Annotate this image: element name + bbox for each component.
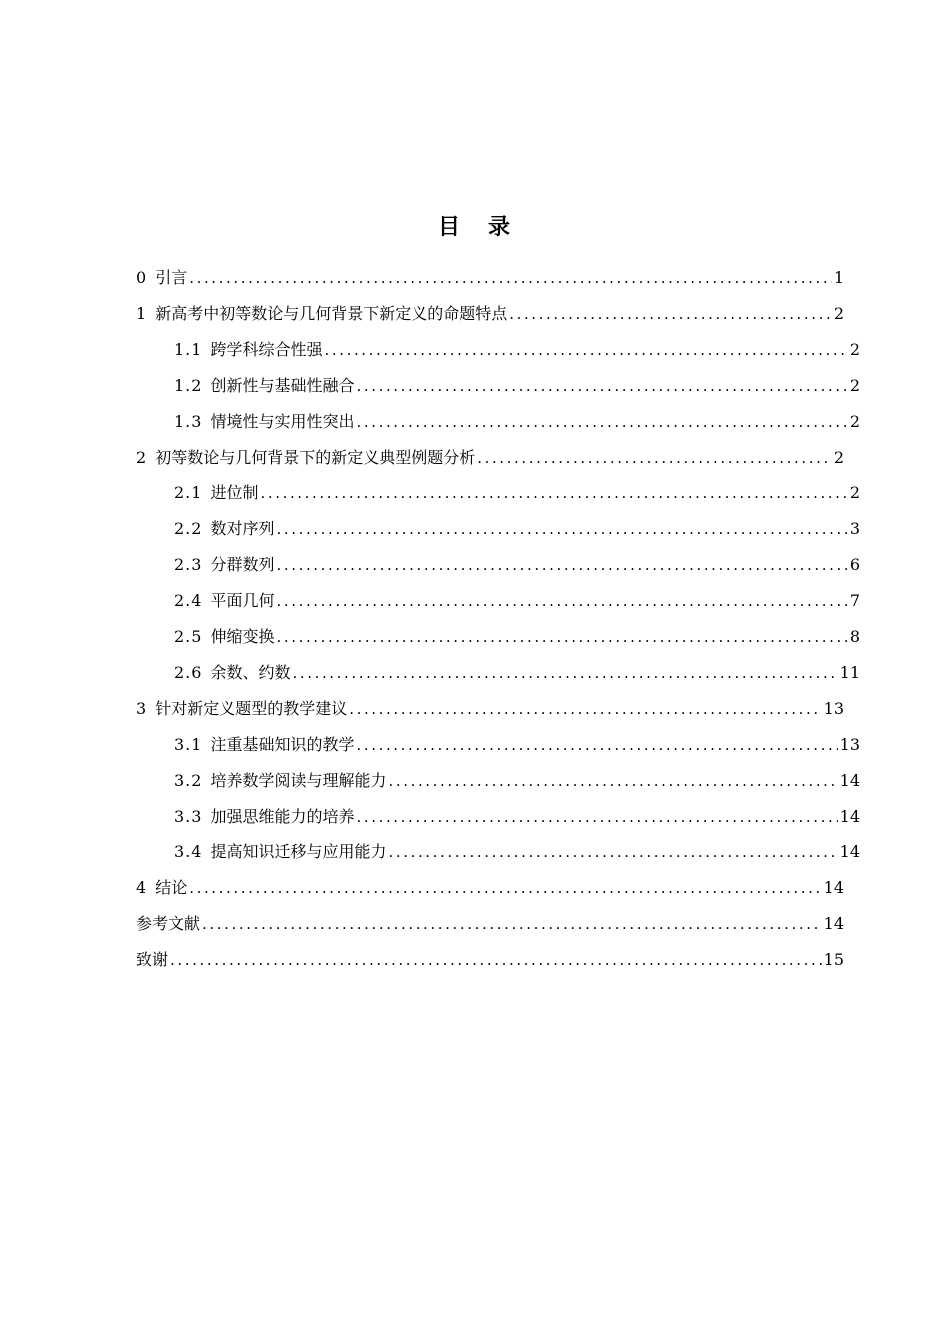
toc-entry-page-number: 6 — [849, 555, 860, 575]
toc-dot-leader — [509, 303, 832, 325]
toc-entry[interactable] — [174, 624, 860, 648]
toc-entry-page-number: 7 — [849, 591, 860, 611]
toc-dot-leader — [260, 482, 847, 504]
toc-entry[interactable] — [136, 265, 844, 289]
toc-entry-label: 伸缩变换 — [210, 627, 275, 646]
toc-dot-leader — [276, 518, 847, 540]
toc-entry[interactable] — [136, 875, 844, 899]
toc-entry-page-number: 14 — [839, 770, 860, 790]
toc-entry[interactable] — [174, 660, 860, 684]
toc-entry[interactable] — [174, 588, 860, 612]
toc-entry[interactable] — [174, 373, 860, 397]
toc-entry-label: 结论 — [155, 878, 188, 898]
toc-dot-leader — [349, 698, 821, 720]
toc-entry-page-number: 14 — [839, 842, 860, 862]
title-char-2: 录 — [488, 214, 513, 240]
toc-entry-label: 情境性与实用性突出 — [210, 411, 355, 431]
toc-entry-label: 创新性与基础性融合 — [210, 375, 355, 395]
toc-entry[interactable] — [136, 947, 844, 971]
toc-entry-label: 平面几何 — [210, 591, 275, 611]
toc-entry-number: 2.4 — [174, 591, 203, 611]
toc-entry-page-number: 11 — [839, 662, 860, 682]
toc-entry-label: 新高考中初等数论与几何背景下新定义的命题特点 — [155, 303, 508, 323]
toc-entry-label: 致谢 — [136, 950, 169, 970]
toc-dot-leader — [276, 554, 847, 576]
toc-dot-leader — [292, 662, 837, 684]
toc-entry-label: 注重基础知识的教学 — [210, 734, 355, 754]
toc-dot-leader — [356, 806, 837, 828]
toc-entry[interactable] — [174, 337, 860, 361]
toc-entry-page-number: 13 — [839, 734, 860, 754]
toc-entry-page-number: 14 — [839, 806, 860, 826]
title-char-1: 目 — [437, 214, 462, 240]
toc-entry-page-number: 14 — [823, 878, 844, 898]
toc-entry[interactable] — [174, 552, 860, 576]
toc-entry-page-number: 1 — [833, 268, 844, 287]
toc-entry[interactable] — [174, 480, 860, 504]
toc-entry-page-number: 3 — [849, 519, 860, 539]
toc-entry-page-number: 2 — [849, 339, 860, 359]
toc-entry[interactable] — [136, 301, 844, 325]
toc-entry-number: 3 — [136, 698, 148, 718]
toc-entry-page-number: 2 — [833, 447, 844, 467]
toc-entry-label: 参考文献 — [136, 914, 201, 934]
toc-dot-leader — [388, 841, 837, 863]
toc-entry[interactable] — [136, 696, 844, 720]
toc-dot-leader — [189, 877, 821, 899]
toc-entry-number: 4 — [136, 878, 148, 898]
toc-dot-leader — [324, 339, 847, 361]
toc-entry-number: 2.6 — [174, 662, 203, 682]
toc-dot-leader — [202, 913, 822, 935]
toc-entry[interactable] — [174, 409, 860, 433]
toc-entry-number: 1.3 — [174, 411, 203, 431]
toc-entry[interactable] — [174, 732, 860, 756]
toc-entry-page-number: 13 — [823, 698, 844, 718]
toc-entry[interactable] — [174, 804, 860, 828]
toc-entry-label: 跨学科综合性强 — [210, 339, 323, 359]
toc-entry-number: 2.3 — [174, 555, 203, 575]
toc-entry-page-number: 2 — [849, 375, 860, 395]
toc-entry-number: 0 — [136, 268, 148, 287]
toc-entry-label: 余数、约数 — [210, 662, 291, 682]
toc-entry-number: 3.3 — [174, 806, 203, 826]
toc-entry-number: 2.1 — [174, 483, 203, 503]
toc-entry-number: 2.5 — [174, 627, 203, 646]
toc-entry-label: 引言 — [155, 268, 188, 287]
toc-entry-number: 3.2 — [174, 770, 203, 790]
toc-dot-leader — [276, 590, 847, 612]
toc-dot-leader — [388, 770, 837, 792]
toc-entry-page-number: 8 — [849, 627, 860, 646]
toc-entry-label: 培养数学阅读与理解能力 — [210, 770, 387, 790]
toc-entry-number: 1.1 — [174, 339, 203, 359]
toc-entry[interactable] — [136, 911, 844, 935]
toc-entry-label: 初等数论与几何背景下的新定义典型例题分析 — [155, 447, 476, 467]
toc-entry[interactable] — [174, 839, 860, 863]
toc-entry-page-number: 2 — [849, 411, 860, 431]
toc-dot-leader — [477, 447, 832, 469]
toc-entry-number: 2 — [136, 447, 148, 467]
toc-entry-number: 2.2 — [174, 519, 203, 539]
toc-entry-label: 分群数列 — [210, 555, 275, 575]
toc-entry-label: 加强思维能力的培养 — [210, 806, 355, 826]
toc-dot-leader — [356, 734, 837, 756]
toc-entry[interactable] — [174, 516, 860, 540]
toc-entry-number: 1 — [136, 303, 148, 323]
toc-dot-leader — [170, 949, 822, 971]
toc-entry-page-number: 15 — [823, 950, 844, 970]
toc-entry-label: 进位制 — [210, 483, 259, 503]
toc-entry-page-number: 2 — [849, 483, 860, 503]
toc-entry-number: 3.1 — [174, 734, 203, 754]
toc-entry-number: 3.4 — [174, 842, 203, 862]
toc-entry-label: 数对序列 — [210, 519, 275, 539]
toc-entry-label: 针对新定义题型的教学建议 — [155, 698, 348, 718]
toc-dot-leader — [356, 375, 847, 397]
toc-dot-leader — [276, 626, 847, 648]
page-title — [0, 210, 950, 241]
toc-entry-label: 提高知识迁移与应用能力 — [210, 842, 387, 862]
toc-dot-leader — [356, 411, 847, 433]
toc-entry-number: 1.2 — [174, 375, 203, 395]
toc-entry[interactable] — [174, 768, 860, 792]
toc-entry[interactable] — [136, 445, 844, 469]
toc-dot-leader — [189, 267, 832, 289]
toc-entry-page-number: 14 — [823, 914, 844, 934]
toc-entry-page-number: 2 — [833, 303, 844, 323]
